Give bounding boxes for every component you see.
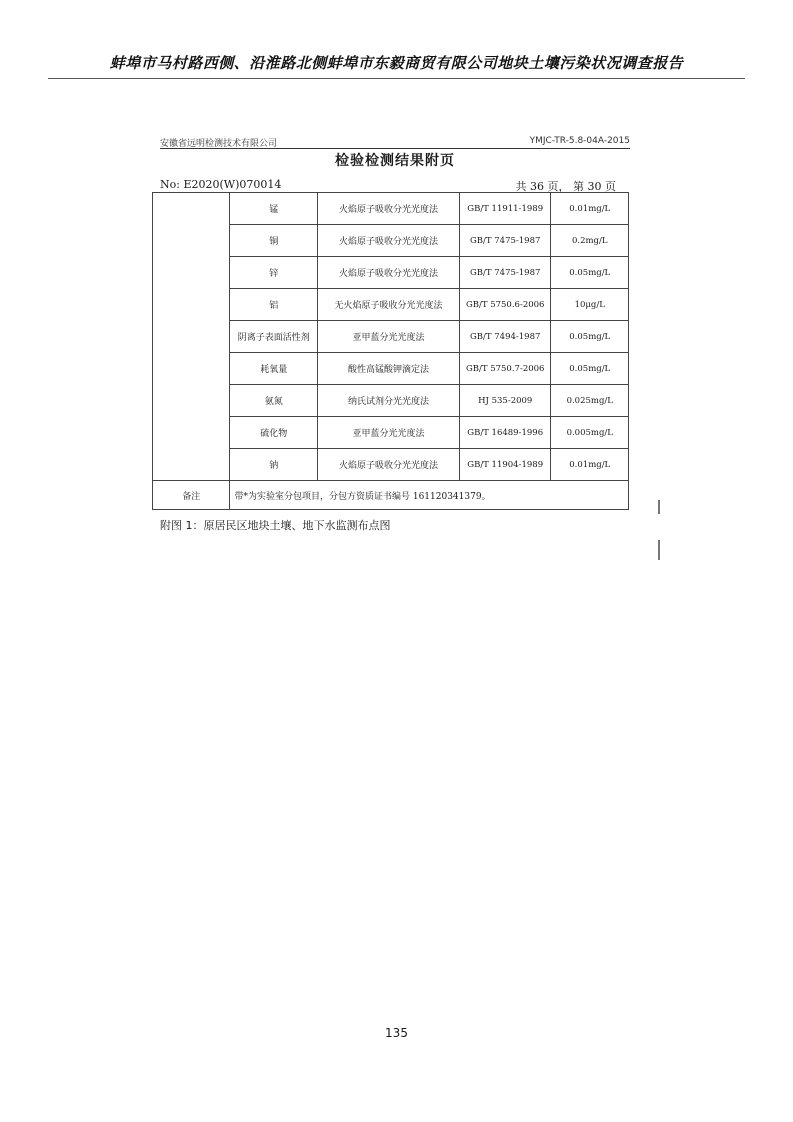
method-cell: 火焰原子吸收分光光度法 xyxy=(318,257,460,289)
report-header: 蚌埠市马村路西侧、沿淮路北侧蚌埠市东毅商贸有限公司地块土壤污染状况调查报告 xyxy=(109,54,684,72)
remark-text: 带*为实验室分包项目，分包方资质证书编号 161120341379。 xyxy=(230,481,629,510)
method-cell: 亚甲蓝分光光度法 xyxy=(318,417,460,449)
scan-mark xyxy=(658,540,660,560)
company-rule xyxy=(160,148,630,149)
scan-mark xyxy=(658,500,660,514)
limit-cell: 0.05mg/L xyxy=(551,321,629,353)
method-cell: 纳氏试剂分光光度法 xyxy=(318,385,460,417)
standard-cell: GB/T 7494-1987 xyxy=(459,321,551,353)
item-cell: 氨氮 xyxy=(230,385,318,417)
remark-label: 备注 xyxy=(153,481,230,510)
standard-cell: GB/T 16489-1996 xyxy=(459,417,551,449)
standard-cell: GB/T 7475-1987 xyxy=(459,257,551,289)
method-cell: 火焰原子吸收分光光度法 xyxy=(318,449,460,481)
header-rule xyxy=(48,78,745,79)
standard-cell: GB/T 5750.6-2006 xyxy=(459,289,551,321)
standard-cell: GB/T 11904-1989 xyxy=(459,449,551,481)
item-cell: 锰 xyxy=(230,193,318,225)
method-cell: 无火焰原子吸收分光光度法 xyxy=(318,289,460,321)
limit-cell: 0.2mg/L xyxy=(551,225,629,257)
item-cell: 钠 xyxy=(230,449,318,481)
item-cell: 阴离子表面活性剂 xyxy=(230,321,318,353)
figure-caption: 附图 1：原居民区地块土壤、地下水监测布点图 xyxy=(160,519,391,532)
blank-cell xyxy=(153,193,230,481)
page-info: 共 36 页， 第 30 页 xyxy=(515,180,616,193)
method-cell: 火焰原子吸收分光光度法 xyxy=(318,193,460,225)
method-cell: 亚甲蓝分光光度法 xyxy=(318,321,460,353)
company-name: 安徽省远明检测技术有限公司 xyxy=(160,139,278,149)
method-cell: 酸性高锰酸钾滴定法 xyxy=(318,353,460,385)
standard-cell: HJ 535-2009 xyxy=(459,385,551,417)
results-table xyxy=(152,192,629,510)
item-cell: 耗氧量 xyxy=(230,353,318,385)
remark-row xyxy=(153,481,629,510)
item-cell: 铜 xyxy=(230,225,318,257)
method-cell: 火焰原子吸收分光光度法 xyxy=(318,225,460,257)
limit-cell: 0.01mg/L xyxy=(551,193,629,225)
limit-cell: 0.05mg/L xyxy=(551,353,629,385)
page-number: 135 xyxy=(385,1026,408,1040)
item-cell: 锌 xyxy=(230,257,318,289)
limit-cell: 0.01mg/L xyxy=(551,449,629,481)
limit-cell: 10μg/L xyxy=(551,289,629,321)
standard-cell: GB/T 11911-1989 xyxy=(459,193,551,225)
report-number: No: E2020(W)070014 xyxy=(160,178,282,191)
item-cell: 硫化物 xyxy=(230,417,318,449)
table-row xyxy=(153,193,629,225)
item-cell: 铝 xyxy=(230,289,318,321)
form-code: YMJC-TR-5.8-04A-2015 xyxy=(529,136,630,146)
doc-title: 检验检测结果附页 xyxy=(335,153,455,169)
limit-cell: 0.05mg/L xyxy=(551,257,629,289)
limit-cell: 0.005mg/L xyxy=(551,417,629,449)
limit-cell: 0.025mg/L xyxy=(551,385,629,417)
standard-cell: GB/T 7475-1987 xyxy=(459,225,551,257)
standard-cell: GB/T 5750.7-2006 xyxy=(459,353,551,385)
